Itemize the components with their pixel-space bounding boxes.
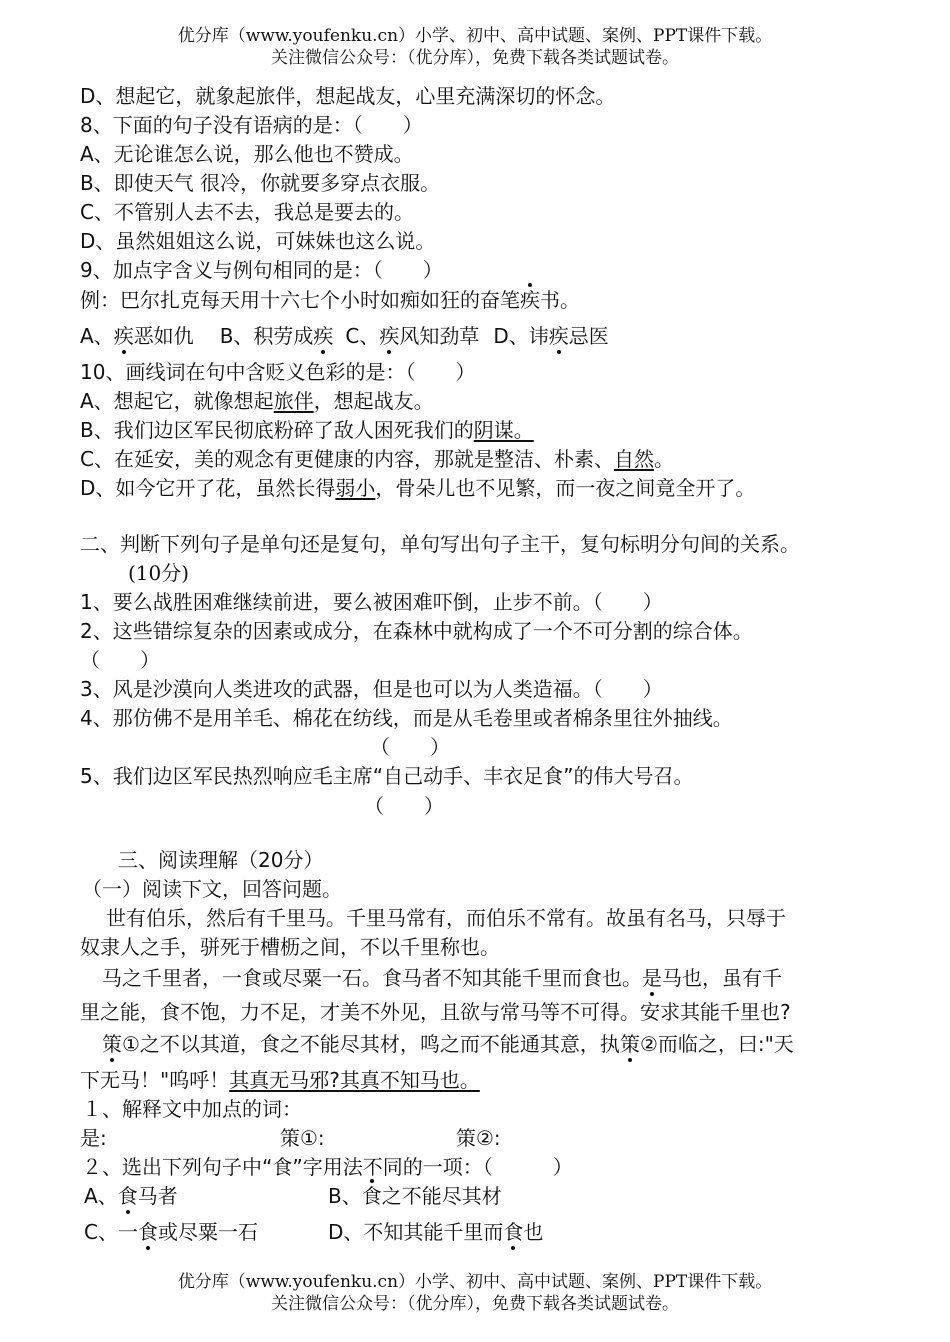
reading-q2-option-a bbox=[84, 1184, 178, 1208]
q9-a-pre: A、 bbox=[80, 324, 114, 348]
reading-q1-blank-ce2: 策②: bbox=[456, 1126, 501, 1150]
q9-a-dotted-char: 疾 bbox=[113, 324, 134, 348]
q2d-post: 也 bbox=[523, 1220, 544, 1244]
q9-example-pre: 例：巴尔扎克每天用十六七个小时如痴如狂的奋笔 bbox=[80, 288, 520, 312]
q9-example-post: 书。 bbox=[540, 288, 580, 312]
section2-sentence-5-bracket: （ ） bbox=[364, 794, 444, 818]
q10-c-post: 。 bbox=[653, 447, 674, 471]
p2-l1-post: 马也，虽有千 bbox=[662, 966, 782, 990]
q9-option-b bbox=[220, 324, 334, 348]
q2b-post: 之不能尽其材 bbox=[381, 1184, 502, 1208]
section2-sentence-4: 4、那仿佛不是用羊毛、棉花在纺线，而是从毛卷里或者棉条里往外抽线。 bbox=[80, 706, 733, 730]
q10-b-underlined: 阴谋。 bbox=[473, 418, 534, 442]
q9-a-post: 恶如仇 bbox=[133, 324, 194, 348]
q9-options bbox=[80, 324, 609, 348]
section3-part1: （一）阅读下文，回答问题。 bbox=[82, 877, 342, 901]
q10-a-post: ，想起战友。 bbox=[313, 389, 434, 413]
passage-p1-line2: 奴隶人之手，骈死于槽枥之间，不以千里称也。 bbox=[80, 935, 500, 959]
q10-d-underlined: 弱小 bbox=[335, 476, 376, 500]
q9-option-c bbox=[345, 324, 479, 348]
page-footer-line1: 优分库（www.youfenku.cn）小学、初中、高中试题、案例、PPT课件下载。 bbox=[177, 1272, 773, 1292]
q2c-dotted-shi: 食 bbox=[137, 1220, 158, 1244]
section2-sentence-4-bracket: （ ） bbox=[370, 735, 450, 759]
p3-l1-post: ②而临之，曰:"天 bbox=[639, 1032, 794, 1056]
section2-sentence-2-bracket: （ ） bbox=[80, 648, 160, 672]
p3-l1-mid: ①之不以其道，食之不能尽其材，鸣之而不能通其意，执 bbox=[122, 1032, 620, 1056]
page-header-line2: 关注微信公众号：（优分库），免费下载各类试题试卷。 bbox=[271, 48, 679, 68]
q9-option-a bbox=[80, 324, 194, 348]
q9-option-d bbox=[493, 324, 608, 348]
q2a-pre: A、 bbox=[84, 1184, 118, 1208]
q9-example bbox=[80, 288, 580, 312]
q10-c-pre: C、在延安，美的观念有更健康的内容，那就是整洁、朴素、 bbox=[80, 447, 614, 471]
p3-l2-pre: 下无马！"呜呼！ bbox=[80, 1068, 230, 1092]
q9-c-dotted-char: 疾 bbox=[379, 324, 400, 348]
q9-d-dotted-char: 疾 bbox=[548, 324, 569, 348]
section2-score: (10分) bbox=[128, 561, 190, 585]
q10-a-underlined: 旅伴 bbox=[273, 389, 314, 413]
section2-title: 二、判断下列句子是单句还是复句，单句写出句子主干，复句标明分句间的关系。 bbox=[80, 532, 800, 556]
q9-d-pre: D、讳 bbox=[493, 324, 549, 348]
reading-q2: ２、选出下列句子中“食”字用法不同的一项：（ ） bbox=[82, 1155, 573, 1179]
reading-q2-option-b bbox=[328, 1184, 502, 1208]
q2a-post: 马者 bbox=[137, 1184, 178, 1208]
section2-sentence-5: 5、我们边区军民热烈响应毛主席“自己动手、丰衣足食”的伟大号召。 bbox=[80, 764, 694, 788]
section3-title: 三、阅读理解（20分） bbox=[118, 848, 324, 872]
q2a-dotted-shi: 食 bbox=[117, 1184, 138, 1208]
p2-dotted-shi: 是 bbox=[642, 966, 662, 990]
q10-option-b bbox=[80, 418, 534, 442]
q2c-pre: C、一 bbox=[84, 1220, 138, 1244]
q2d-dotted-shi: 食 bbox=[503, 1220, 524, 1244]
q10-d-post: ，骨朵儿也不见繁，而一夜之间竟全开了。 bbox=[375, 476, 756, 500]
q10-d-pre: D、如今它开了花，虽然长得 bbox=[80, 476, 336, 500]
p3-dotted-ce-1: 策 bbox=[102, 1032, 122, 1056]
q8-stem: 8、下面的句子没有语病的是：（ ） bbox=[80, 113, 423, 137]
p3-l2-underlined: 其真无马邪?其真不知马也。 bbox=[229, 1068, 480, 1092]
page-footer-line2: 关注微信公众号：（优分库），免费下载各类试题试卷。 bbox=[271, 1294, 679, 1314]
section2-sentence-2: 2、这些错综复杂的因素或成分，在森林中就构成了一个不可分割的综合体。 bbox=[80, 619, 753, 643]
q2d-pre: D、不知其能千里而 bbox=[328, 1220, 504, 1244]
passage-p2-line2: 里之能，食不饱，力不足，才美不外见，且欲与常马等不可得。安求其能千里也? bbox=[80, 1000, 791, 1024]
q10-c-underlined: 自然 bbox=[613, 447, 654, 471]
q10-option-d bbox=[80, 476, 755, 500]
q10-option-c bbox=[80, 447, 674, 471]
p3-dotted-ce-2: 策 bbox=[619, 1032, 640, 1056]
reading-q1-blank-shi: 是: bbox=[80, 1126, 107, 1150]
section2-sentence-3: 3、风是沙漠向人类进攻的武器，但是也可以为人类造福。（ ） bbox=[80, 677, 663, 701]
q10-b-pre: B、我们边区军民彻底粉碎了敌人困死我们的 bbox=[80, 418, 474, 442]
reading-q2-option-c bbox=[84, 1220, 258, 1244]
page-header-line1: 优分库（www.youfenku.cn）小学、初中、高中试题、案例、PPT课件下载。 bbox=[177, 26, 773, 46]
passage-p3-line2 bbox=[80, 1068, 480, 1092]
p2-l1-pre: 马之千里者，一食或尽粟一石。食马者不知其能千里而食也。 bbox=[102, 966, 642, 990]
q9-b-pre: B、积劳成 bbox=[219, 324, 314, 348]
reading-q1-blank-ce1: 策①: bbox=[280, 1126, 325, 1150]
reading-q1: １、解释文中加点的词： bbox=[82, 1097, 302, 1121]
q9-stem: 9、加点字含义与例句相同的是：（ ） bbox=[80, 258, 443, 282]
q8-option-c: C、不管别人去不去，我总是要去的。 bbox=[80, 200, 414, 224]
q8-option-b: B、即使天气 很冷，你就要多穿点衣服。 bbox=[80, 171, 441, 195]
reading-q2-option-d bbox=[328, 1220, 543, 1244]
q9-b-dotted-char: 疾 bbox=[313, 324, 334, 348]
q8-option-a: A、无论谁怎么说，那么他也不赞成。 bbox=[80, 142, 414, 166]
q7-option-d: D、想起它，就象起旅伴，想起战友，心里充满深切的怀念。 bbox=[80, 84, 616, 108]
q2b-dotted-shi: 食 bbox=[361, 1184, 382, 1208]
q8-option-d: D、虽然姐姐这么说，可妹妹也这么说。 bbox=[80, 229, 436, 253]
passage-p3-line1 bbox=[102, 1032, 794, 1056]
section2-sentence-1: 1、要么战胜困难继续前进，要么被困难吓倒，止步不前。（ ） bbox=[80, 590, 663, 614]
q9-c-pre: C、 bbox=[345, 324, 380, 348]
q9-example-dotted-char: 疾 bbox=[520, 288, 540, 312]
q10-a-pre: A、想起它，就像想起 bbox=[80, 389, 274, 413]
q10-stem: 10、画线词在句中含贬义色彩的是：（ ） bbox=[80, 360, 476, 384]
q2b-pre: B、 bbox=[328, 1184, 362, 1208]
q2c-post: 或尽粟一石 bbox=[157, 1220, 258, 1244]
q10-option-a bbox=[80, 389, 434, 413]
q9-c-post: 风知劲草 bbox=[399, 324, 480, 348]
q9-d-post: 忌医 bbox=[568, 324, 609, 348]
passage-p1-line1: 世有伯乐，然后有千里马。千里马常有，而伯乐不常有。故虽有名马，只辱于 bbox=[106, 906, 786, 930]
passage-p2-line1 bbox=[102, 966, 782, 990]
